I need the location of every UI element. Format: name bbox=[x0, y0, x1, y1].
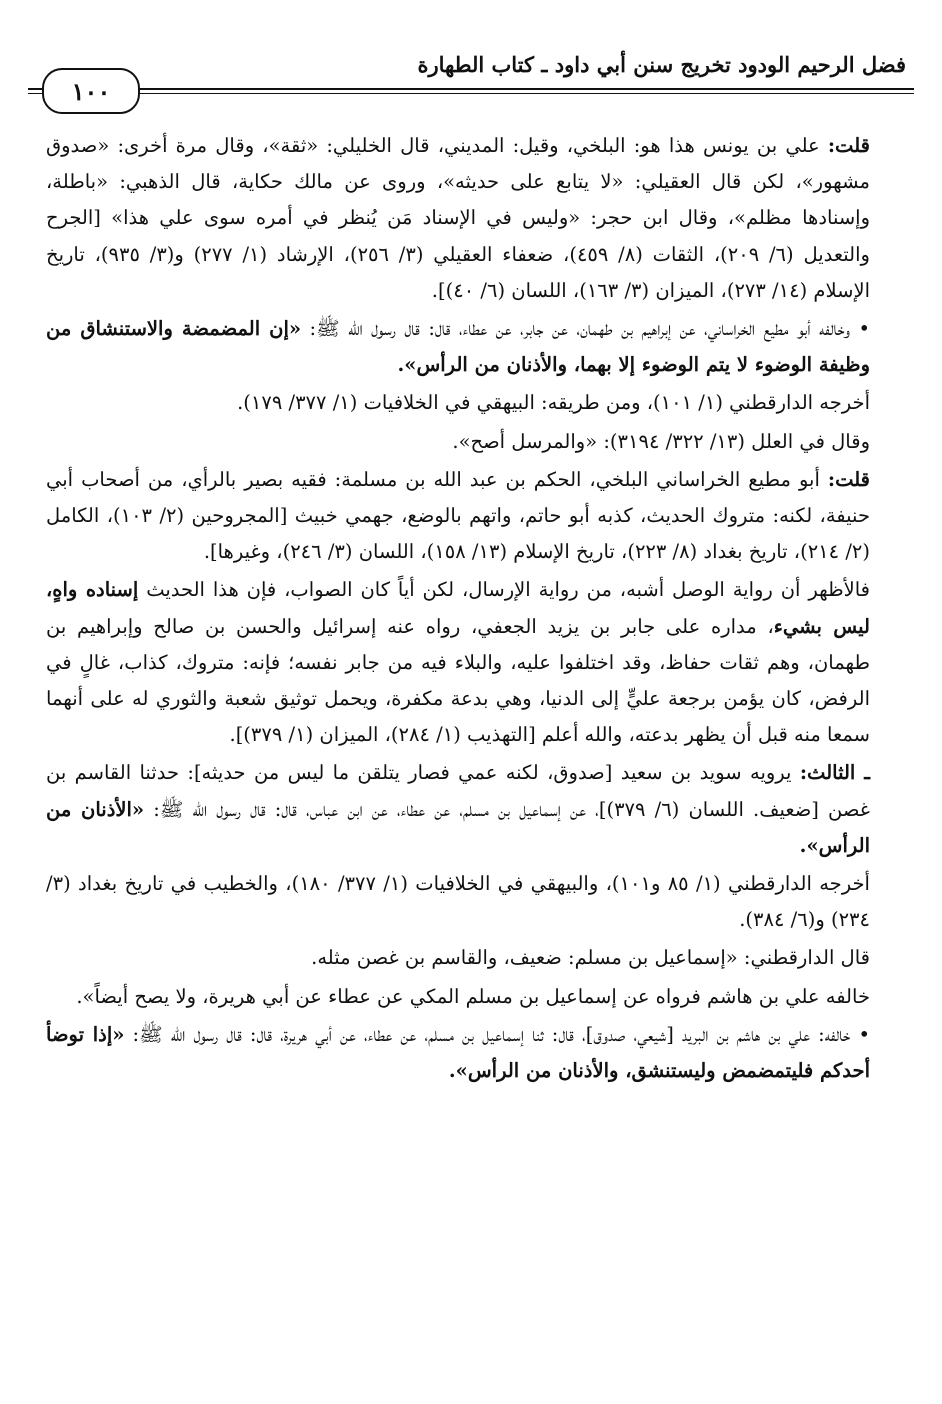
paragraph-8: أخرجه الدارقطني (١/ ٨٥ و١٠١)، والبيهقي في الخلافيات (١/ ٣٧٧/ ١٨٠)، والخطيب في تاريخ بغداد (٣/ ٢٣٤) و(٦/ ٣٨٤). bbox=[46, 872, 870, 932]
hadith-text: «إذا توضأ أحدكم فليتمضمض وليستنشق، والأذنان من الرأس». bbox=[46, 1022, 870, 1083]
page-header bbox=[28, 44, 914, 114]
paragraph-9: قال الدارقطني: «إسماعيل بن مسلم: ضعيف، والقاسم بن غصن مثله. bbox=[311, 946, 870, 970]
paragraph-5 bbox=[46, 462, 896, 571]
paragraph-label: ـ الثالث: bbox=[799, 761, 870, 785]
paragraph-4: وقال في العلل (١٣/ ٣٢٢/ ٣١٩٤): «والمرسل أصح». bbox=[452, 429, 870, 453]
paragraph-text: يرويه سويد بن سعيد [صدوق، لكنه عمي فصار يتلقن ما ليس من حديثه]: حدثنا القاسم بن غصن [ضعيف. اللسان (٦/ ٣٧٩)]، عن إسماعيل بن مسلم، عن عطاء، عن ابن عباس، قال: قال رسول الله ﷺ: bbox=[46, 761, 870, 821]
paragraph-text: • خالفه: علي بن هاشم بن البريد [شيعي، صدوق]، قال: ثنا إسماعيل بن مسلم، عن عطاء، عن أبي هريرة، قال: قال رسول الله ﷺ: bbox=[124, 1022, 870, 1046]
paragraph-6 bbox=[46, 572, 896, 753]
paragraph-text: أبو مطيع الخراساني البلخي، الحكم بن عبد الله بن مسلمة: فقيه بصير بالرأي، من أصحاب أبي حنيفة، لكنه: متروك الحديث، كذبه أبو حاتم، واتهم بالوضع، جهمي خبيث [المجروحين (٢/ ١٠٣)، الكامل (٢/ ٢١٤)، تاريخ بغداد (٨/ ٢٢٣)، تاريخ الإسلام (١٣/ ١٥٨)، اللسان (٣/ ٢٤٦)، وغيرها]. bbox=[46, 467, 870, 564]
paragraph-1 bbox=[46, 128, 896, 309]
page-number: ١٠٠ bbox=[71, 76, 111, 106]
paragraph-7 bbox=[46, 755, 896, 864]
emphasis-text: إسناده واهٍ، ليس بشيء bbox=[46, 578, 870, 638]
paragraph-text: ، مداره على جابر بن يزيد الجعفي، رواه عنه إسرائيل والحسن بن صالح وإبراهيم بن طهمان، وهم ثقات حفاظ، وقد اختلفوا عليه، والبلاء فيه من جابر نفسه؛ فإنه: متروك، كذاب، غالٍ في الرفض، كان يؤمن برجعة عليٍّ إلى الدنيا، وهي بدعة مكفرة، ويحمل توثيق شعبة والثوري له على أنهما سمعا منه قبل أن يظهر بدعته، والله أعلم [التهذيب (١/ ٢٨٤)، الميزان (١/ ٣٧٩)]. bbox=[46, 614, 870, 747]
hadith-text: «إن المضمضة والاستنشاق من وظيفة الوضوء لا يتم الوضوء إلا بهما، والأذنان من الرأس». bbox=[46, 317, 870, 377]
page-body bbox=[46, 128, 896, 1091]
running-title: فضل الرحيم الودود تخريج سنن أبي داود ـ كتاب الطهارة bbox=[417, 52, 906, 77]
paragraph-label: قلت: bbox=[827, 467, 870, 491]
paragraph-2 bbox=[46, 311, 896, 383]
paragraph-text: علي بن يونس هذا هو: البلخي، وقيل: المديني، قال الخليلي: «ثقة»، وقال مرة أخرى: «صدوق مشهور»، لكن قال العقيلي: «لا يتابع على حديثه»، وروى عن مالك حكاية، قال الذهبي: «باطلة، وإسنادها مظلم»، وقال ابن حجر: «وليس في الإسناد مَن يُنظر في أمره سوى علي هذا» [الجرح والتعديل (٦/ ٢٠٩)، الثقات (٨/ ٤٥٩)، ضعفاء العقيلي (٣/ ٢٥٦)، الإرشاد (١/ ٢٧٧) و(٣/ ٩٣٥)، تاريخ الإسلام (١٤/ ٢٧٣)، الميزان (٣/ ١٦٣)، اللسان (٦/ ٤٠)]. bbox=[46, 134, 870, 302]
paragraph-11 bbox=[46, 1017, 896, 1089]
paragraph-10: خالفه علي بن هاشم فرواه عن إسماعيل بن مسلم المكي عن عطاء عن أبي هريرة، ولا يصح أيضاً». bbox=[76, 984, 870, 1008]
header-rule bbox=[28, 88, 914, 94]
hadith-text: «الأذنان من الرأس». bbox=[46, 797, 870, 857]
page-number-badge bbox=[42, 68, 140, 114]
paragraph-text: فالأظهر أن رواية الوصل أشبه، من رواية الإرسال، لكن أياً كان الصواب، فإن هذا الحديث bbox=[138, 578, 870, 602]
paragraph-3: أخرجه الدارقطني (١/ ١٠١)، ومن طريقه: البيهقي في الخلافيات (١/ ٣٧٧/ ١٧٩). bbox=[237, 391, 870, 415]
paragraph-label: قلت: bbox=[827, 134, 870, 157]
paragraph-text: • وخالفه أبو مطيع الخراساني، عن إبراهيم بن طهمان، عن جابر، عن عطاء، قال: قال رسول الله ﷺ: bbox=[301, 317, 870, 341]
